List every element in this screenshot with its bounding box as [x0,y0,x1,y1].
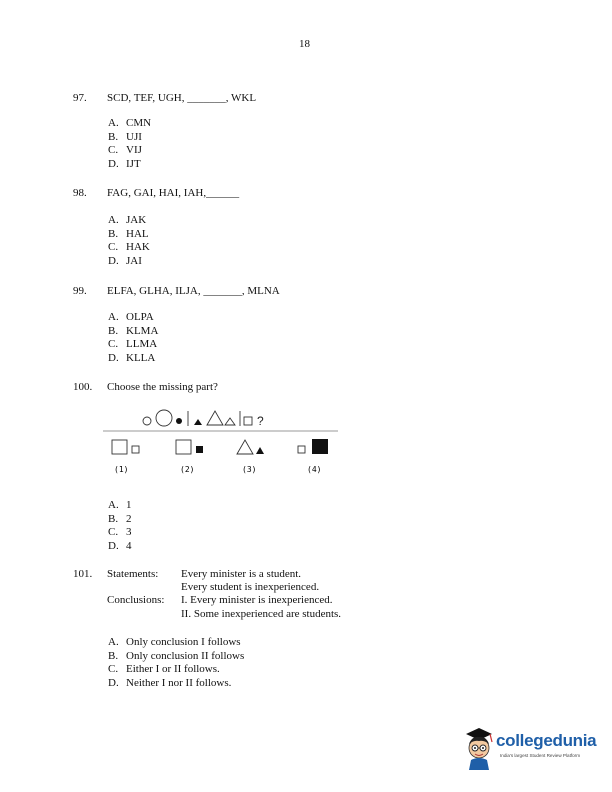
option-b: B. 2 [108,512,132,525]
large-circle-icon [156,410,172,426]
conclusion-2: II. Some inexperienced are students. [181,608,342,620]
question-98-text: FAG, GAI, HAI, IAH,______ [107,187,240,199]
option-a: A. JAK [108,214,147,226]
option-1-large-square-icon [112,440,127,454]
figure-series [100,400,345,480]
option-d: D. Neither I nor II follows. [108,676,232,689]
option-c: C. HAK [108,241,150,253]
option-a: A. 1 [108,499,132,511]
filled-dot-icon [176,418,182,424]
option-d: D. IJT [108,157,141,170]
option-b: B. KLMA [108,324,159,337]
question-100-options [108,499,132,553]
question-97-options [108,117,151,171]
option-4-small-square-icon [298,446,305,453]
option-a: A. OLPA [108,311,154,323]
question-101-options [108,636,244,690]
option-4-large-filled-square-icon [312,439,328,454]
option-c: C. VIJ [108,144,142,156]
question-99-options [108,311,158,365]
small-square-icon [244,417,252,425]
statements-label: Statements: [107,568,159,580]
option-b: B. UJI [108,130,142,143]
page-number: 18 [299,38,310,50]
question-100-number: 100. [73,381,93,393]
question-97-text: SCD, TEF, UGH, _______, WKL [107,92,257,104]
question-98-number: 98. [73,187,87,199]
option-1-small-square-icon [132,446,139,453]
statement-2: Every student is inexperienced. [181,581,320,593]
question-99-text: ELFA, GLHA, ILJA, _______, MLNA [107,285,280,297]
option-c: C. LLMA [108,338,158,350]
option-3-large-triangle-icon [237,440,253,454]
option-2-large-square-icon [176,440,191,454]
figure-label-4: (4) [307,465,322,474]
logo-wordmark: collegedunia [496,731,597,750]
small-circle-icon [143,417,151,425]
option-d: D. 4 [108,539,132,552]
option-2-small-filled-square-icon [196,446,203,453]
question-97-number: 97. [73,92,87,104]
collegedunia-logo [462,724,602,774]
conclusion-1: I. Every minister is inexperienced. [181,594,333,606]
option-c: C. 3 [108,526,132,538]
option-d: D. KLLA [108,351,156,364]
option-3-small-filled-triangle-icon [256,447,264,454]
option-d: D. JAI [108,254,142,267]
option-b: B. Only conclusion II follows [108,649,245,662]
option-a: A. Only conclusion I follows [108,636,241,648]
small-filled-triangle-icon [194,419,202,425]
small-triangle-icon [225,418,235,425]
graduate-mascot-icon [462,724,496,770]
figure-label-1: (1) [114,465,129,474]
question-mark: ? [257,414,264,428]
statement-1: Every minister is a student. [181,568,302,580]
option-c: C. Either I or II follows. [108,663,220,675]
figure-label-2: (2) [180,465,195,474]
question-100-text: Choose the missing part? [107,381,218,393]
option-b: B. HAL [108,227,149,240]
figure-label-3: (3) [242,465,257,474]
question-101-number: 101. [73,568,93,580]
figure-svg [100,400,345,480]
logo-tagline: India's largest Student Review Platform [500,753,581,758]
conclusions-label: Conclusions: [107,594,165,606]
option-a: A. CMN [108,117,152,129]
large-triangle-icon [207,411,223,425]
question-99-number: 99. [73,285,87,297]
question-98-options [108,214,150,268]
